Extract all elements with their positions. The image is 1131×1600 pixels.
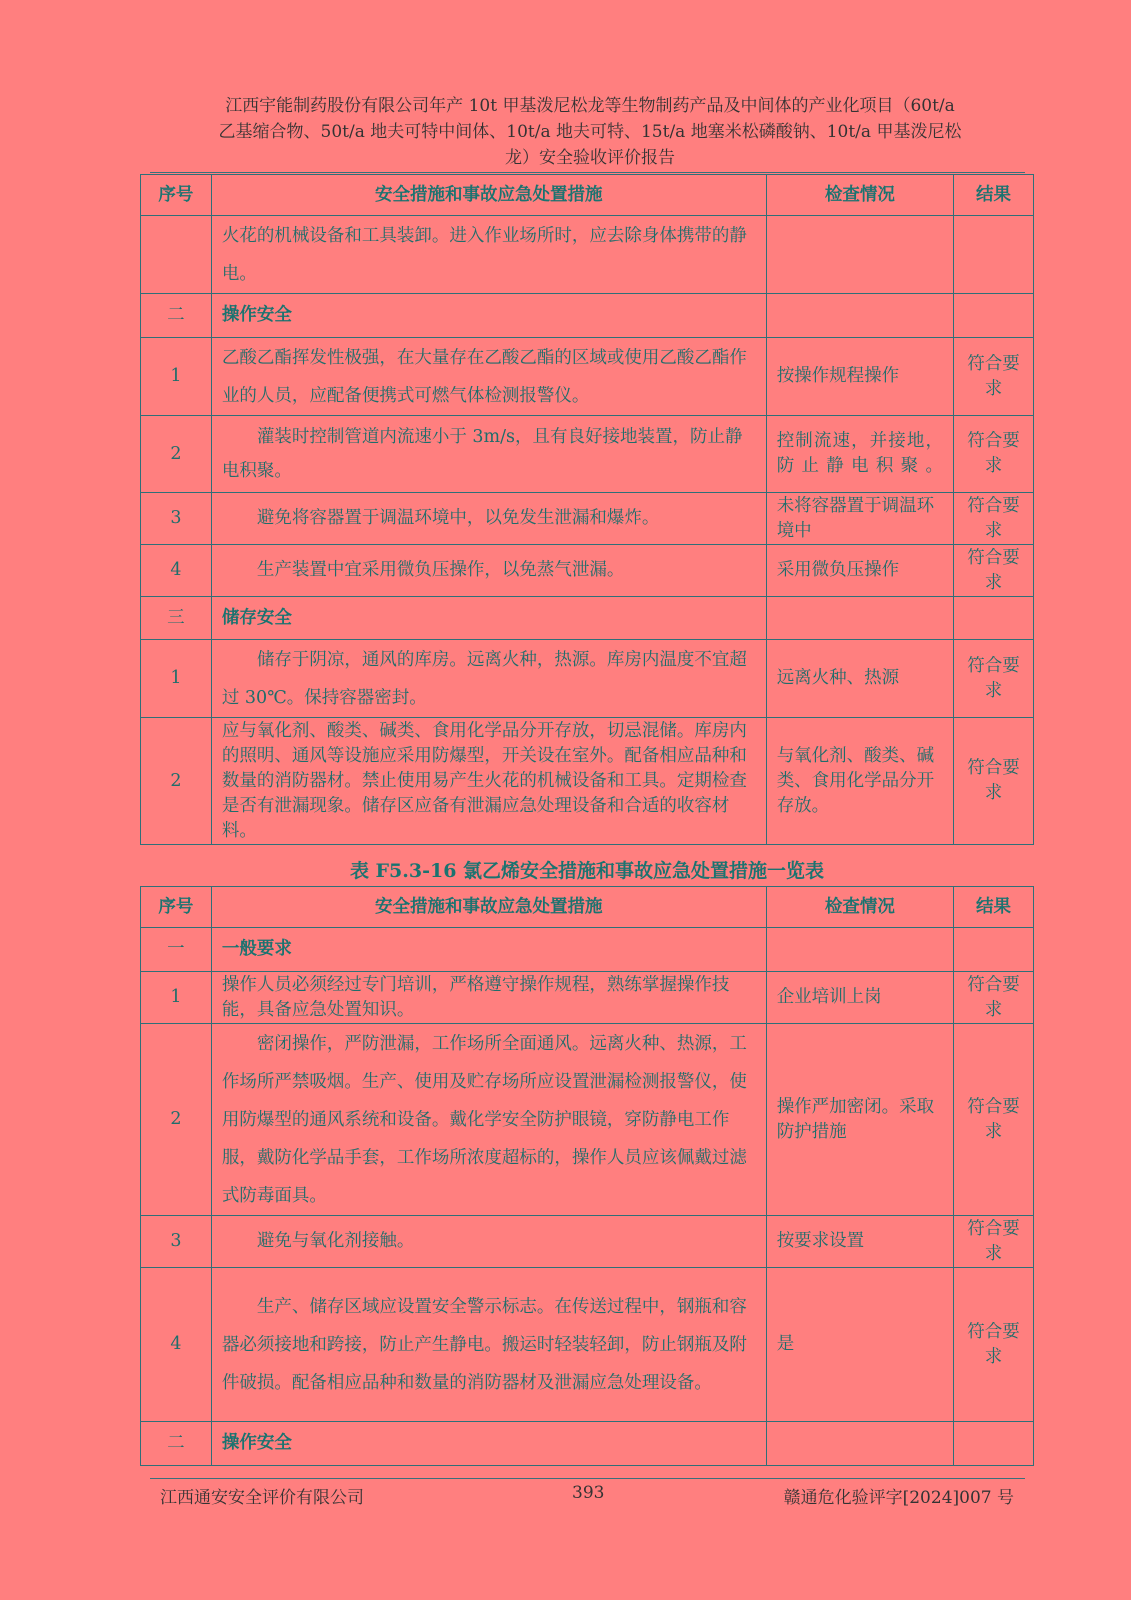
section-no: 三 (141, 597, 212, 640)
row-measure: 生产装置中宜采用微负压操作，以免蒸气泄漏。 (211, 545, 766, 597)
footer-company: 江西通安安全评价有限公司 (160, 1488, 364, 1508)
table-row (141, 1216, 1034, 1268)
measures-table-2 (140, 886, 1034, 1466)
section-row (141, 597, 1034, 640)
row-no: 4 (141, 545, 212, 597)
row-measure: 储存于阴凉，通风的库房。远离火种，热源。库房内温度不宜超过 30℃。保持容器密封。 (211, 640, 766, 718)
row-check (766, 216, 953, 294)
header-line-3: 龙）安全验收评价报告 (505, 148, 675, 168)
row-result (953, 1422, 1033, 1466)
section-no: 二 (141, 294, 212, 338)
row-result (953, 216, 1033, 294)
row-measure: 应与氧化剂、酸类、碱类、食用化学品分开存放，切忌混储。库房内的照明、通风等设施应采用防爆型，开关设在室外。配备相应品种和数量的消防器材。禁止使用易产生火花的机械设备和工具。定期检查是否有泄漏现象。储存区应备有泄漏应急处理设备和合适的收容材料。 (211, 718, 766, 845)
row-check: 与氧化剂、酸类、碱类、食用化学品分开存放。 (766, 718, 953, 845)
header-line-1: 江西宇能制药股份有限公司年产 10t 甲基泼尼松龙等生物制药产品及中间体的产业化项目（60t/a (225, 96, 955, 116)
section-no: 一 (141, 928, 212, 972)
table-row (141, 493, 1034, 545)
table-row (141, 338, 1034, 416)
row-measure: 避免将容器置于调温环境中，以免发生泄漏和爆炸。 (211, 493, 766, 545)
table-row (141, 416, 1034, 493)
row-result (953, 294, 1033, 338)
table-row (141, 640, 1034, 718)
row-result: 符合要求 (953, 416, 1033, 493)
col-header-measure: 安全措施和事故应急处置措施 (211, 887, 766, 928)
table-row (141, 1024, 1034, 1216)
col-header-result: 结果 (953, 887, 1033, 928)
row-result: 符合要求 (953, 545, 1033, 597)
row-check: 按要求设置 (766, 1216, 953, 1268)
row-measure: 火花的机械设备和工具装卸。进入作业场所时，应去除身体携带的静电。 (211, 216, 766, 294)
row-check: 企业培训上岗 (766, 972, 953, 1024)
table-row (141, 545, 1034, 597)
row-result (953, 928, 1033, 972)
row-result: 符合要求 (953, 338, 1033, 416)
row-check: 远离火种、热源 (766, 640, 953, 718)
col-header-check: 检查情况 (766, 887, 953, 928)
row-no: 1 (141, 640, 212, 718)
row-measure: 密闭操作，严防泄漏，工作场所全面通风。远离火种、热源，工作场所严禁吸烟。生产、使用及贮存场所应设置泄漏检测报警仪，使用防爆型的通风系统和设备。戴化学安全防护眼镜，穿防静电工作服，戴防化学品手套，工作场所浓度超标的，操作人员应该佩戴过滤式防毒面具。 (211, 1024, 766, 1216)
row-measure: 避免与氧化剂接触。 (211, 1216, 766, 1268)
col-header-result: 结果 (953, 175, 1033, 216)
row-result: 符合要求 (953, 493, 1033, 545)
row-check: 是 (766, 1268, 953, 1422)
row-no: 1 (141, 972, 212, 1024)
table-caption: 表 F5.3-16 氯乙烯安全措施和事故应急处置措施一览表 (349, 860, 825, 882)
col-header-no: 序号 (141, 175, 212, 216)
row-check: 未将容器置于调温环境中 (766, 493, 953, 545)
row-check (766, 928, 953, 972)
row-result: 符合要求 (953, 1216, 1033, 1268)
section-title: 操作安全 (211, 294, 766, 338)
row-no: 2 (141, 416, 212, 493)
table-row (141, 216, 1034, 294)
row-check: 控制流速，并接地，防止静电积聚。 (766, 416, 953, 493)
col-header-check: 检查情况 (766, 175, 953, 216)
row-result: 符合要求 (953, 1268, 1033, 1422)
page-number: 393 (572, 1483, 605, 1503)
row-no: 2 (141, 1024, 212, 1216)
row-check: 操作严加密闭。采取防护措施 (766, 1024, 953, 1216)
row-result: 符合要求 (953, 718, 1033, 845)
row-check: 按操作规程操作 (766, 338, 953, 416)
row-no (141, 216, 212, 294)
row-result: 符合要求 (953, 640, 1033, 718)
row-check: 采用微负压操作 (766, 545, 953, 597)
footer-doc-number: 赣通危化验评字[2024]007 号 (783, 1488, 1014, 1508)
footer-rule (150, 1478, 1025, 1479)
row-measure: 生产、储存区域应设置安全警示标志。在传送过程中，钢瓶和容器必须接地和跨接，防止产生静电。搬运时轻装轻卸，防止钢瓶及附件破损。配备相应品种和数量的消防器材及泄漏应急处理设备。 (211, 1268, 766, 1422)
section-title: 一般要求 (211, 928, 766, 972)
row-check (766, 597, 953, 640)
section-row (141, 1422, 1034, 1466)
row-no: 1 (141, 338, 212, 416)
table-row (141, 718, 1034, 845)
row-no: 3 (141, 493, 212, 545)
section-title: 储存安全 (211, 597, 766, 640)
table-header-row (141, 887, 1034, 928)
row-result (953, 597, 1033, 640)
measures-table-1 (140, 174, 1034, 845)
col-header-measure: 安全措施和事故应急处置措施 (211, 175, 766, 216)
row-no: 3 (141, 1216, 212, 1268)
row-no: 2 (141, 718, 212, 845)
section-row (141, 928, 1034, 972)
row-check (766, 1422, 953, 1466)
row-measure: 灌装时控制管道内流速小于 3m/s，且有良好接地装置，防止静电积聚。 (211, 416, 766, 493)
header-rule (150, 172, 1025, 173)
header-line-2: 乙基缩合物、50t/a 地夫可特中间体、10t/a 地夫可特、15t/a 地塞米松磷酸钠、10t/a 甲基泼尼松 (218, 122, 962, 142)
col-header-no: 序号 (141, 887, 212, 928)
section-row (141, 294, 1034, 338)
table-row (141, 972, 1034, 1024)
table-header-row (141, 175, 1034, 216)
row-result: 符合要求 (953, 972, 1033, 1024)
section-title: 操作安全 (211, 1422, 766, 1466)
report-header (150, 93, 1030, 171)
row-no: 4 (141, 1268, 212, 1422)
row-result: 符合要求 (953, 1024, 1033, 1216)
table-row (141, 1268, 1034, 1422)
row-check (766, 294, 953, 338)
row-measure: 乙酸乙酯挥发性极强，在大量存在乙酸乙酯的区域或使用乙酸乙酯作业的人员，应配备便携式可燃气体检测报警仪。 (211, 338, 766, 416)
row-measure: 操作人员必须经过专门培训，严格遵守操作规程，熟练掌握操作技能，具备应急处置知识。 (211, 972, 766, 1024)
section-no: 二 (141, 1422, 212, 1466)
